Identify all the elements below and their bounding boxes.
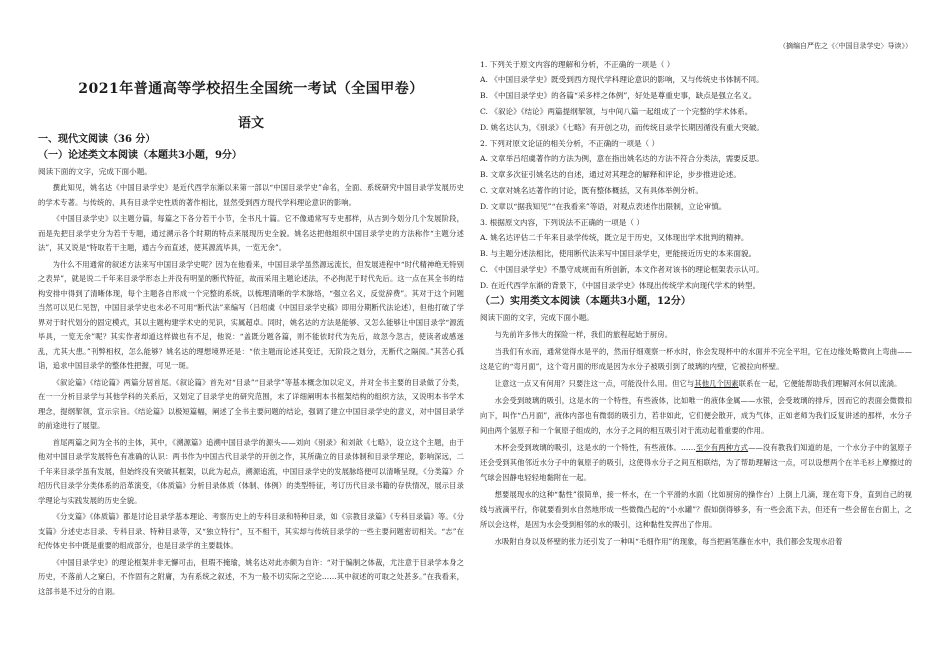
- paragraph: 撰此知见，姚名达《中国目录学史》是近代西学东渐以来第一部以“中国目录学史”命名，全面、系统研究中国目录学发展历史的学术专著。与传统的、具有目录学史性质的著作相比，显然受到西方现代学科理论意识的影响。: [38, 183, 464, 207]
- text-run: 木杯会受到玻璃的吸引，这是水的一个特性，有些液体。……: [494, 443, 696, 452]
- paragraph: 想要展现水的这种“黏性”很简单，接一杯水，在一个平滑的水面（比如厨房的操作台）上倒上几滴，现在弯下身，直到自己的视线与液滴平行，你就要看到水自然地形成一些微微凸起的“小水罐”？假如倒得够多，有一些会流下去，但还有一些会留在台面上，之所以会这样，是因为水会受到相邻的水的吸引，这种黏性发挥出了作用。: [480, 490, 912, 529]
- paragraph: 当我们有水而，通常觉得水是平的，然而仔细观察一杯水时，你会发现杯中的水面并不完全平坦，它在边缘处略微向上弯曲——这是它的“弯月面”，这个弯月面的形成是因为水分子被吸引到了玻璃的内壁，它被拉向杯壁。: [480, 347, 912, 371]
- subject-title: 语文: [237, 116, 264, 131]
- option: D. 文章以“据我知见”“在我看来”等语，对观点表述作出限制，立论审慎。: [480, 202, 727, 211]
- paragraph: 为什么不用通常的叙述方法来写中国目录学史呢？因为在他看来，中国目录学虽然源远流长，但发展进程中“时代精神绝无特别之表异”，就是说二千年来目录学形态上并没有明显的断代特征，故而采用主题论述法，不必拘泥于时代先后。这一点在其全书的结构安排中得到了清晰体现，每个主题各自形成一个完整的系统，以梳理清晰的学术脉络，“强立名义，反觉辞费”。其对于这个问题当然可以见仁见智，中国目录学史也未必不可用“断代法”来编写（吕绍虞《中国目录学史稿》即用分期断代法论述），但他打破了学界对于时代划分的固定模式，其以主题构建学术史的见识，实属超卓。同时，姚名达的方法是能够、又怎么能够让中国目录学“源流毕具，一览无余”呢？其实作者却道这样做也有不足，他说：“盖既分题各篇，则不能依时代为先后，故忽今忽古，使读者或感迷乱，尤其大患。”刊弊相权，怎么能够？姚名达的理想境界还是：“依主题而论述其变迁，无阶段之划分，无断代之隔阂。”其苦心孤诣，追求中国目录学的整体性把握，可见一斑。: [38, 259, 464, 370]
- option: D. 姚名达认为，《别录》《七略》有开创之功，而传统目录学长期因循没有重大突破。: [480, 123, 765, 132]
- paragraph: [480, 440, 912, 485]
- subsection-heading: （一）论述类文本阅读（本题共3小题，9分）: [38, 150, 242, 161]
- underlined-phrase: 至少有两种方式: [695, 443, 749, 452]
- paragraph: 《中国目录学史》的理论框架并非无懈可击，但瑕不掩瑜，姚名达对此亦颇为自许：“对于编制之体裁，尤注意于目录学本身之历史，不落前人之窠臼，不作固有之附庸，为有系统之叙述，不为一般不切实际之空论……其中叙述的可取之处甚多。”在我看来，这部书是不过分的自诩。: [38, 557, 464, 596]
- exam-title: 2021年普通高等学校招生全国统一考试（全国甲卷）: [78, 81, 424, 97]
- right-text-flow: [480, 55, 912, 551]
- question-3-stem: 3. 根据原文内容，下列说法不正确的一项是（ ）: [480, 218, 644, 227]
- option: A. 《中国目录学史》既受到西方现代学科理论意识的影响，又与传统史书体制不同。: [480, 75, 764, 84]
- left-text-flow: [38, 133, 464, 601]
- question-2-stem: 2. 下列对原文论证的相关分析，不正确的一项是（ ）: [480, 139, 660, 148]
- option: C. 文章对姚名达著作的讨论，既有整体概括，又有具体举例分析。: [480, 186, 703, 195]
- source-note: （摘编自严佐之《〈中国目录学史〉导读》）: [779, 42, 912, 50]
- paragraph: 水会受到玻璃的吸引，这是水的一个特性，有些液体，比如唯一的液体金属——水银，会受玻璃的排斥，因而它的表面会微微扣向下，叫作“凸月面”，液体内部也有微弱的吸引力，若非如此，它们便会散开，成为气体，正如老师为我们反复讲述的那样，水分子间由两个氢原子和一个氧原子组成的，水分子之间的相互吸引对于流动起着重要的作用。: [480, 396, 912, 435]
- reading-instruction: 阅读下面的文字，完成下面小题。: [480, 313, 594, 322]
- option: B. 文章多次征引姚名达的自述，通过对其理念的解释和评论，步步推进论述。: [480, 170, 741, 179]
- paragraph: 首尾两篇之间为全书的主体，其中，《溯源篇》追溯中国目录学的源头——刘向《别录》和刘歆《七略》，设立这个主题，由于他对中国目录学发展特色有准确的认识：两书作为中国古代目录学的开创之作，其所确立的目录体制和目录学理论，影响深远，二千年来目录学虽有发展，但始终没有突破其框架，以此为起点，溯源追流，中国目录学史的发展脉络便可以清晰呈现，《分类篇》介绍历代目录学分类体系的沿革演变，《体质篇》分析目录体质（体制、体例）的类型特征，考订历代目录书籍的存佚情况，展示目录学理论与实践发展的历史全貌。: [38, 437, 464, 505]
- reading-instruction: 阅读下面的文字，完成下面小题。: [38, 167, 152, 176]
- option: D. 在近代西学东渐的背景下，《中国目录学史》体现出传统学术向现代学术的转型。: [480, 281, 761, 290]
- option: A. 文章举吕绍虞著作的方法为例，意在指出姚名达的方法不符合分类法，需要反思。: [480, 154, 764, 163]
- option: A. 姚名达评估二千年来目录学传统，既立足于历史，又体现出学术批判的精神。: [480, 233, 749, 242]
- option: B. 与主题分述法相比，使用断代法来写中国目录学史，更能接近历史的本来面貌。: [480, 249, 757, 258]
- section-heading: 一、现代文阅读（36 分）: [38, 134, 156, 145]
- text-run: ——没有教我们知道的是，一个水分子中的氢原子还会受到其他邻近水分子中的氧原子的吸引，这使得水分子之间互相联结，为了帮助理解这一点，可以设想两个在羊毛衫上摩擦过的气球会因静电轻轻地黏附在一起。: [480, 443, 913, 482]
- option: C. 《叙论》《结论》两篇提纲挈领，与中间八篇一起组成了一个完整的学术体系。: [480, 107, 753, 116]
- option: C. 《中国目录学史》不墨守成规而有所创新，本文作者对该书的理论框架表示认可。: [480, 265, 764, 274]
- paragraph: 水吸附自身以及杯壁的张力还引发了一种叫“毛细作用”的现象，每当把画笔蘸在水中，我们都会发现水沿着: [494, 537, 843, 546]
- question-1-stem: 1. 下列关于原文内容的理解和分析，不正确的一项是（ ）: [480, 60, 675, 69]
- text-run: 让意这一点又有何用？只要注这一点，可能没什么用。但它与: [494, 379, 695, 388]
- paragraph: [480, 376, 912, 391]
- paragraph: 与先前许多伟大的探险一样，我们的旅程起始于厨房。: [494, 330, 673, 339]
- text-run: 联系在一起，它便能帮助我们理解河水何以流淌。: [738, 379, 902, 388]
- option: B. 《中国目录学史》的各篇“采多样之体例”，好处是尊重史事，缺点是强立名义。: [480, 91, 757, 100]
- paragraph: 《中国目录学史》以主题分篇，每篇之下各分若干小节，全书凡十篇。它不像通常写专史那样，从古到今划分几个发展阶段，而是先把目录学史分为若干专题，通过溯示各个时期的特点来展现历史全貌。姚名达把他组织中国目录学史的方法称作“主题分述法”，其又说是“特取若干主题，通古今而直述，使其源流毕具，一览无余”。: [38, 214, 464, 252]
- subsection-heading: （二）实用类文本阅读（本题共3小题，12分）: [480, 296, 691, 307]
- underlined-phrase: 其他几个因素: [694, 379, 739, 388]
- paragraph: 《分支篇》《体质篇》都是讨论目录学基本理论、考察历史上的专科目录和特种目录，如《宗教目录篇》《专科目录篇》等。《分支篇》分述史志目录、专科目录、特种目录等，又“独立特行”，互不相干，其实却与传统目录学的一些主要问题密切相关。“志”在纪传体史书中既是重要的组成部分，也是目录学的主要载体。: [38, 512, 464, 550]
- paragraph: 《叙论篇》《结论篇》两篇分居首尾。《叙论篇》首先对“目录”“目录学”等基本概念加以定义，并对全书主要的目录做了分类，在一一分析目录学与其他学科的关系后，又划定了目录学史的研究范围，末了详细阐明本书框架结构的组织方法，又说明本书学术理念，提纲挈领，宣示宗旨。《结论篇》以极短篇幅，阐述了全书主要问题的结论，强调了建立中国目录学史的意义，对中国目录学的前途进行了展望。: [38, 377, 464, 430]
